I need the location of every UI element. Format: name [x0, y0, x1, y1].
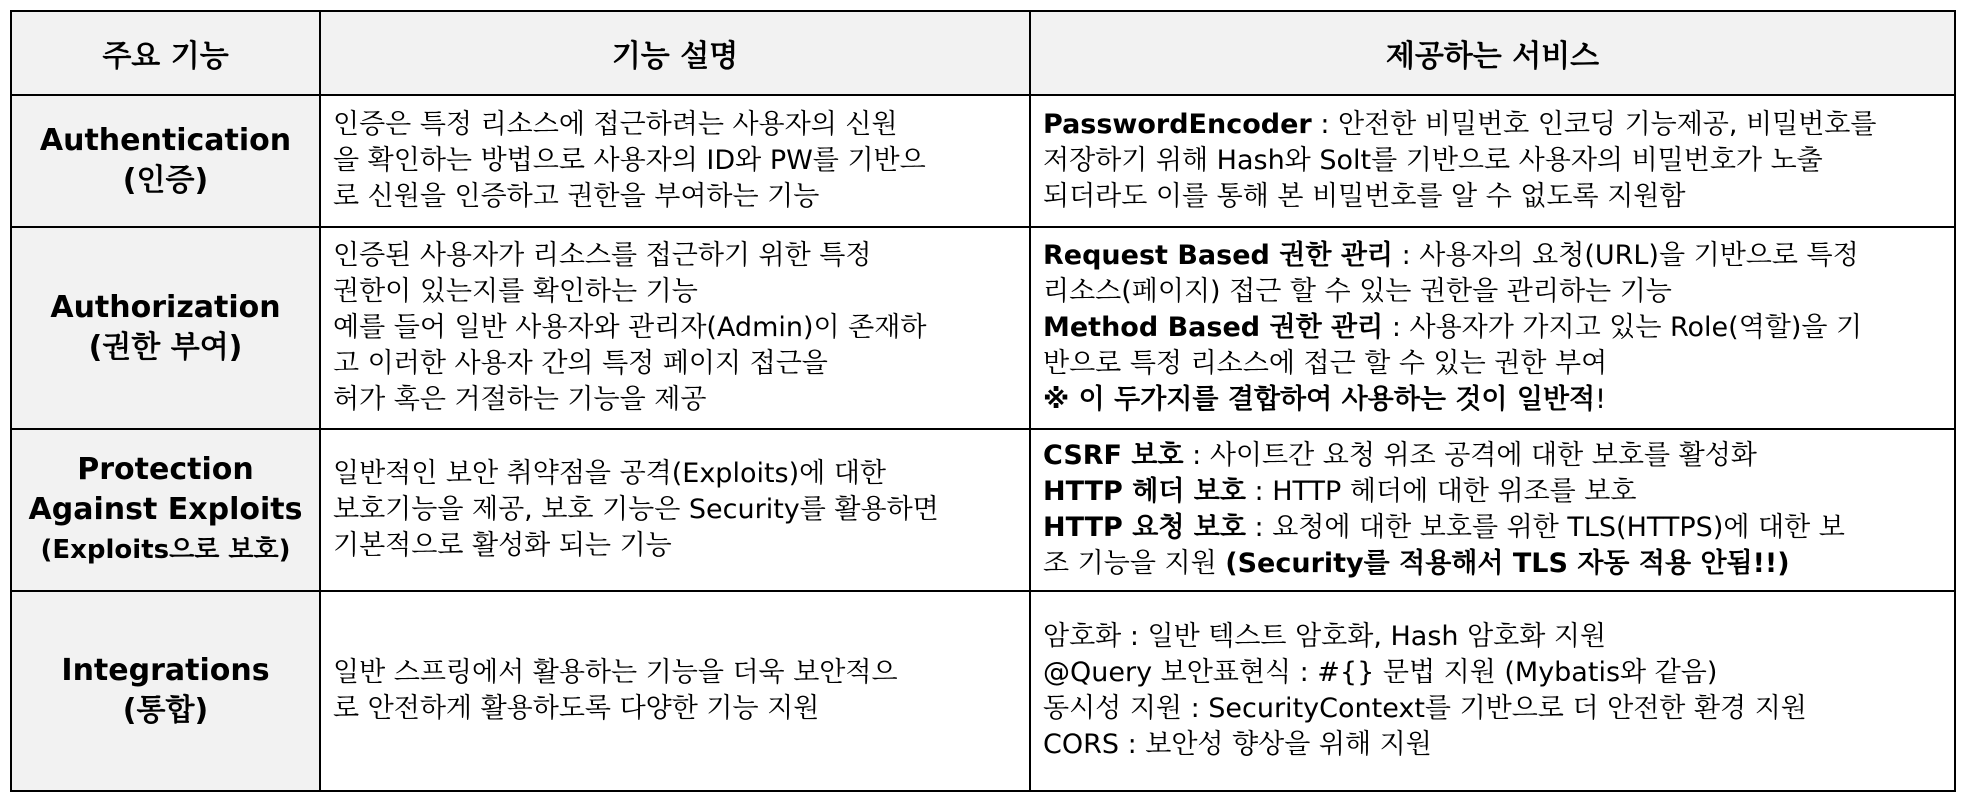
- header-row: [11, 11, 1955, 95]
- service-line: [1043, 310, 1942, 346]
- feature-subtitle: (인증): [122, 163, 209, 198]
- feature-name: Against Exploits: [28, 492, 303, 527]
- description-line: 을 확인하는 방법으로 사용자의 ID와 PW를 기반으: [333, 145, 926, 176]
- description-line: 고 이러한 사용자 간의 특정 페이지 접근을: [333, 348, 828, 379]
- service-text: : 안전한 비밀번호 인코딩 기능제공, 비밀번호를: [1311, 109, 1877, 140]
- description-line: 인증은 특정 리소스에 접근하려는 사용자의 신원: [333, 109, 898, 140]
- feature-cell: [11, 95, 320, 227]
- header-description: 기능 설명: [320, 11, 1030, 95]
- feature-subtitle: (Exploits으로 보호): [40, 535, 291, 565]
- description-line: 기본적으로 활성화 되는 기능: [333, 530, 672, 561]
- service-term: Method Based 권한 관리: [1043, 312, 1384, 343]
- service-line: [1043, 474, 1942, 510]
- service-text: 조 기능을 지원: [1043, 548, 1226, 579]
- service-line: [1043, 107, 1942, 143]
- service-line: [1043, 382, 1942, 418]
- service-line: [1043, 179, 1942, 215]
- service-term: HTTP 헤더 보호: [1043, 476, 1246, 507]
- feature-name: Authorization: [50, 290, 281, 325]
- description-cell: [320, 227, 1030, 429]
- table-row: [11, 95, 1955, 227]
- description-line: 허가 혹은 거절하는 기능을 제공: [333, 384, 707, 415]
- service-text: 반으로 특정 리소스에 접근 할 수 있는 권한 부여: [1043, 348, 1608, 379]
- feature-name: Authentication: [39, 123, 292, 158]
- description-line: 일반적인 보안 취약점을 공격(Exploits)에 대한: [333, 458, 886, 489]
- service-text: !: [1595, 384, 1606, 415]
- description-cell: [320, 591, 1030, 791]
- description-line: 인증된 사용자가 리소스를 접근하기 위한 특정: [333, 240, 872, 271]
- description-line: 로 신원을 인증하고 권한을 부여하는 기능: [333, 181, 820, 212]
- feature-subtitle: (권한 부여): [88, 330, 243, 365]
- header-services: 제공하는 서비스: [1030, 11, 1955, 95]
- service-line: [1043, 346, 1942, 382]
- description-line: 보호기능을 제공, 보호 기능은 Security를 활용하면: [333, 494, 939, 525]
- feature-cell: [11, 591, 320, 791]
- service-line: @Query 보안표현식 : #{} 문법 지원 (Mybatis와 같음): [1043, 657, 1718, 688]
- service-line: [1043, 546, 1942, 582]
- service-line: [1043, 143, 1942, 179]
- service-text: : 요청에 대한 보호를 위한 TLS(HTTPS)에 대한 보: [1245, 512, 1845, 543]
- service-note: (Security를 적용해서 TLS 자동 적용 안됨!!): [1225, 548, 1790, 579]
- feature-cell: [11, 429, 320, 591]
- service-term: Request Based 권한 관리: [1043, 240, 1393, 271]
- service-line: [1043, 510, 1942, 546]
- service-text: : 사이트간 요청 위조 공격에 대한 보호를 활성화: [1183, 440, 1757, 471]
- feature-name: Integrations: [61, 653, 270, 688]
- service-line: 암호화 : 일반 텍스트 암호화, Hash 암호화 지원: [1043, 621, 1607, 652]
- description-cell: [320, 95, 1030, 227]
- service-line: [1043, 438, 1942, 474]
- service-line: 동시성 지원 : SecurityContext를 기반으로 더 안전한 환경 지원: [1043, 693, 1807, 724]
- service-text: : 사용자가 가지고 있는 Role(역할)을 기: [1383, 312, 1863, 343]
- feature-cell: [11, 227, 320, 429]
- service-line: [1043, 238, 1942, 274]
- service-term: PasswordEncoder: [1043, 109, 1312, 140]
- service-text: 리소스(페이지) 접근 할 수 있는 권한을 관리하는 기능: [1043, 276, 1672, 307]
- table-row: [11, 429, 1955, 591]
- table-row: [11, 227, 1955, 429]
- service-text: : 사용자의 요청(URL)을 기반으로 특정: [1392, 240, 1859, 271]
- service-note: ※ 이 두가지를 결합하여 사용하는 것이 일반적: [1043, 384, 1596, 415]
- services-cell: [1030, 429, 1955, 591]
- table-row: [11, 591, 1955, 791]
- description-line: 일반 스프링에서 활용하는 기능을 더욱 보안적으: [333, 657, 898, 688]
- header-main-feature: 주요 기능: [11, 11, 320, 95]
- service-text: 저장하기 위해 Hash와 Solt를 기반으로 사용자의 비밀번호가 노출: [1043, 145, 1823, 176]
- features-table: [10, 10, 1956, 792]
- description-line: 예를 들어 일반 사용자와 관리자(Admin)이 존재하: [333, 312, 927, 343]
- services-cell: [1030, 227, 1955, 429]
- service-term: HTTP 요청 보호: [1043, 512, 1246, 543]
- service-line: [1043, 274, 1942, 310]
- feature-subtitle: (통합): [122, 693, 209, 728]
- description-line: 권한이 있는지를 확인하는 기능: [333, 276, 698, 307]
- service-text: 되더라도 이를 통해 본 비밀번호를 알 수 없도록 지원함: [1043, 181, 1686, 212]
- description-line: 로 안전하게 활용하도록 다양한 기능 지원: [333, 693, 820, 724]
- description-cell: [320, 429, 1030, 591]
- services-cell: [1030, 95, 1955, 227]
- service-term: CSRF 보호: [1043, 440, 1184, 471]
- service-text: : HTTP 헤더에 대한 위조를 보호: [1245, 476, 1637, 507]
- feature-name: Protection: [77, 452, 254, 487]
- service-line: CORS : 보안성 향상을 위해 지원: [1043, 729, 1432, 760]
- services-cell: [1030, 591, 1955, 791]
